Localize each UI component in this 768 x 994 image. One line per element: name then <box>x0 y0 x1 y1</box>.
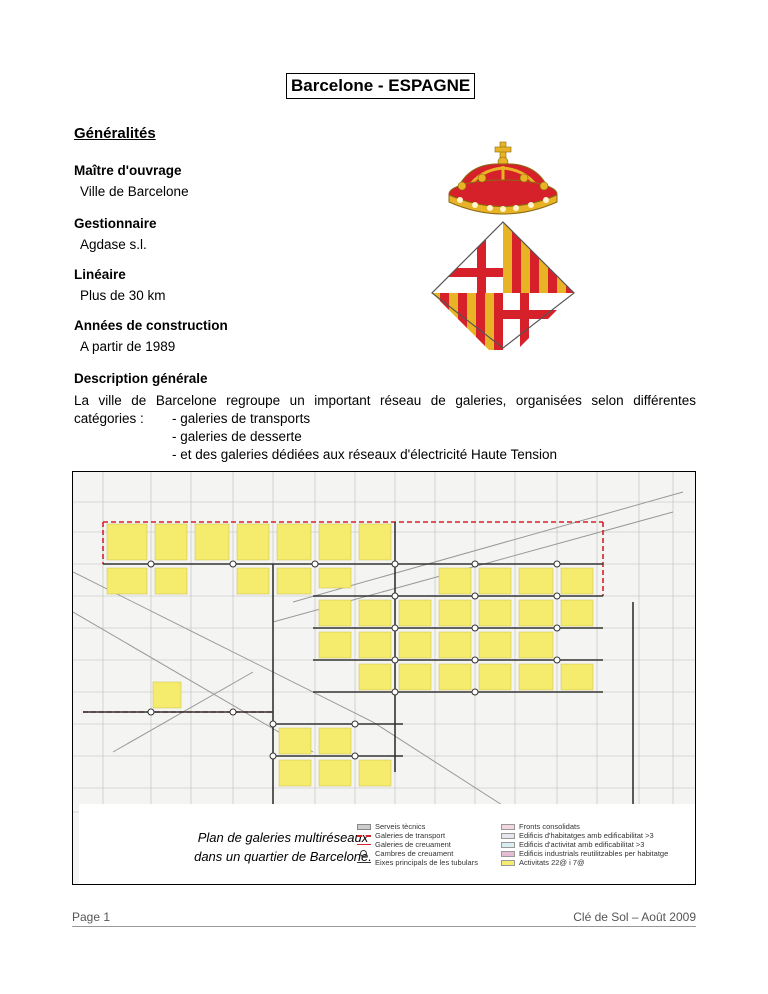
footer-right-text: Clé de Sol – Août 2009 <box>573 910 696 924</box>
legend-item: Serveis tècnics <box>357 822 478 831</box>
legend-item: Galeries de creuament <box>357 840 478 849</box>
field-value-gestionnaire: Agdase s.l. <box>80 237 147 252</box>
field-value-lineaire: Plus de 30 km <box>80 288 166 303</box>
category-item: - galeries de transports <box>172 411 311 426</box>
legend-swatch <box>357 835 371 837</box>
legend-item: Edificis d'activitat amb edificabilitat >3 <box>501 840 668 849</box>
legend-swatch <box>360 850 367 857</box>
description-intro: La ville de Barcelone regroupe un important réseau de galeries, organisées selon différentes <box>74 393 696 408</box>
legend-swatch <box>357 862 371 863</box>
field-label-lineaire: Linéaire <box>74 267 126 282</box>
crown-icon <box>449 142 557 214</box>
legend-swatch <box>501 833 515 839</box>
legend-swatch <box>501 842 515 848</box>
legend-item: Activitats 22@ i 7@ <box>501 858 668 867</box>
description-label: Description générale <box>74 371 208 386</box>
legend-item: Edificis d'habitatges amb edificabilitat >3 <box>501 831 668 840</box>
category-item: - et des galeries dédiées aux réseaux d'électricité Haute Tension <box>172 447 558 462</box>
galleries-map <box>72 471 696 885</box>
legend-swatch <box>357 824 371 830</box>
map-legend <box>351 822 691 880</box>
legend-swatch <box>501 824 515 830</box>
section-heading: Généralités <box>74 125 156 142</box>
field-label-annees: Années de construction <box>74 318 228 333</box>
description-text <box>74 392 696 464</box>
legend-swatch <box>501 860 515 866</box>
footer-page-number: Page 1 <box>72 910 111 924</box>
barcelona-coat-of-arms <box>430 140 580 350</box>
field-label-gestionnaire: Gestionnaire <box>74 216 157 231</box>
map-caption-line: dans un quartier de Barcelone. <box>194 849 372 864</box>
legend-item: Fronts consolidats <box>501 822 668 831</box>
legend-item: Eixes principals de les tubulars <box>357 858 478 867</box>
legend-item: Cambres de creuament <box>357 849 478 858</box>
shield-icon <box>430 220 580 350</box>
legend-column-right <box>501 822 668 867</box>
footer-divider <box>72 926 696 927</box>
map-caption-line: Plan de galeries multiréseaux <box>197 830 369 845</box>
category-item: - galeries de desserte <box>172 429 302 444</box>
legend-column-left <box>357 822 478 867</box>
legend-swatch <box>501 851 515 857</box>
categories-label: catégories : <box>74 411 144 426</box>
field-value-annees: A partir de 1989 <box>80 339 176 354</box>
legend-item: Galeries de transport <box>357 831 478 840</box>
legend-swatch <box>357 844 371 845</box>
field-label-maitre-ouvrage: Maître d'ouvrage <box>74 163 182 178</box>
page-title: Barcelone - ESPAGNE <box>286 73 475 99</box>
legend-item: Edificis industrials reutilitzables per habitatge <box>501 849 668 858</box>
field-value-maitre-ouvrage: Ville de Barcelone <box>80 184 189 199</box>
